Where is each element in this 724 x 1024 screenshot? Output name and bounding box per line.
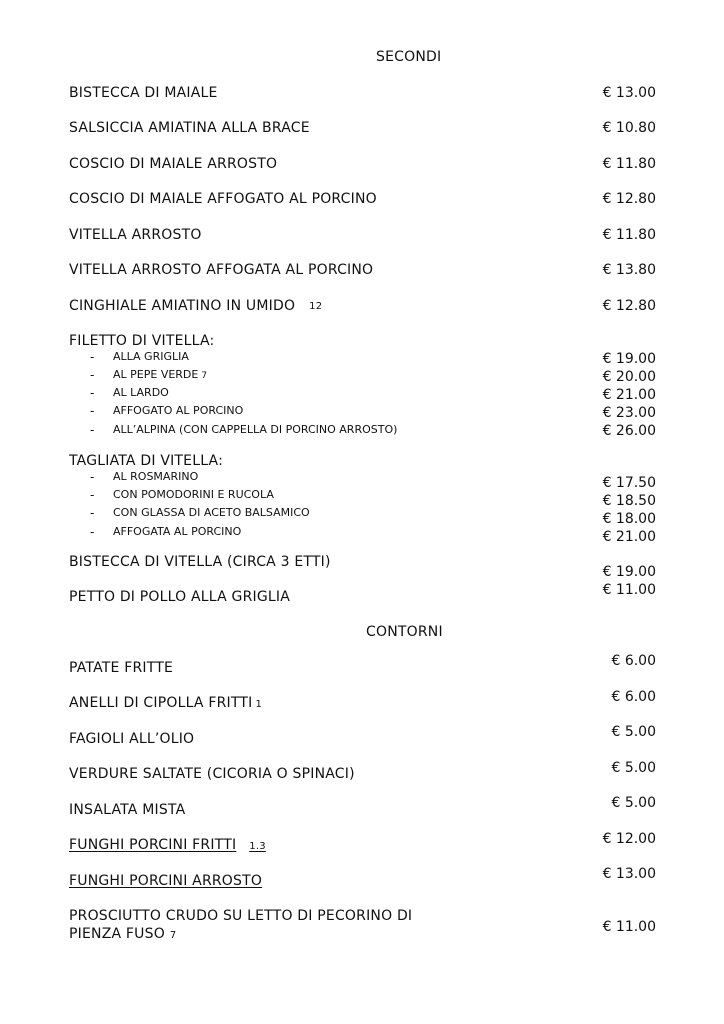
option-price: € 26.00: [602, 423, 656, 439]
allergen-note: 12: [309, 301, 323, 312]
option-name: AL LARDO: [113, 386, 169, 399]
allergen-note: 7: [169, 930, 177, 941]
menu-item-name: [69, 297, 322, 316]
menu-item-price: € 13.00: [602, 866, 656, 882]
menu-item-name: PATATE FRITTE: [69, 660, 174, 676]
option-name: [113, 368, 207, 383]
menu-item-name: BISTECCA DI MAIALE: [69, 85, 218, 101]
menu-item-name: FAGIOLI ALL’OLIO: [69, 731, 195, 747]
option-name: ALLA GRIGLIA: [113, 350, 189, 363]
option-name: AFFOGATA AL PORCINO: [113, 525, 242, 538]
option-name: AL ROSMARINO: [113, 470, 199, 483]
menu-item-name: VERDURE SALTATE (CICORIA O SPINACI): [69, 766, 355, 782]
allergen-note: 7: [201, 371, 208, 381]
menu-item-price: € 5.00: [611, 760, 656, 776]
bullet: -: [90, 488, 95, 502]
bullet: -: [90, 368, 95, 382]
menu-item-price: € 13.80: [602, 262, 656, 278]
bullet: -: [90, 506, 95, 520]
menu-item-name: FUNGHI PORCINI ARROSTO: [69, 873, 263, 889]
menu-item-price: € 6.00: [611, 689, 656, 705]
option-name: CON POMODORINI E RUCOLA: [113, 488, 274, 501]
option-price: € 19.00: [602, 351, 656, 367]
allergen-note: 1: [255, 699, 263, 710]
menu-item-price: € 10.80: [602, 120, 656, 136]
bullet: -: [90, 525, 95, 539]
menu-item-name: COSCIO DI MAIALE AFFOGATO AL PORCINO: [69, 191, 377, 207]
menu-item-label: PIENZA FUSO: [69, 926, 165, 942]
menu-item-price: € 12.00: [602, 831, 656, 847]
menu-item-price: € 11.80: [602, 156, 656, 172]
menu-item-label: CINGHIALE AMIATINO IN UMIDO: [69, 298, 296, 314]
section-heading-secondi: SECONDI: [376, 49, 442, 65]
menu-item-name-cont: [69, 925, 176, 945]
menu-item-price: € 12.80: [602, 191, 656, 207]
section-heading-contorni: CONTORNI: [366, 624, 443, 640]
menu-item-price: € 5.00: [611, 795, 656, 811]
bullet: -: [90, 470, 95, 484]
bullet: -: [90, 350, 95, 364]
option-price: € 18.50: [602, 493, 656, 509]
menu-item-name: SALSICCIA AMIATINA ALLA BRACE: [69, 120, 310, 136]
menu-item-name: [69, 836, 266, 856]
option-name: ALL’ALPINA (CON CAPPELLA DI PORCINO ARROSTO): [113, 423, 398, 436]
option-price: € 21.00: [602, 529, 656, 545]
menu-item-price: € 6.00: [611, 653, 656, 669]
menu-item-price: € 11.00: [602, 919, 656, 935]
menu-item-name: PETTO DI POLLO ALLA GRIGLIA: [69, 589, 290, 605]
menu-item-name: INSALATA MISTA: [69, 802, 186, 818]
menu-item-name: BISTECCA DI VITELLA (CIRCA 3 ETTI): [69, 554, 331, 570]
option-name: CON GLASSA DI ACETO BALSAMICO: [113, 506, 310, 519]
menu-item-price: € 13.00: [602, 85, 656, 101]
menu-item-name: VITELLA ARROSTO: [69, 227, 202, 243]
group-title-tagliata: TAGLIATA DI VITELLA:: [69, 453, 223, 469]
option-price: € 23.00: [602, 405, 656, 421]
menu-item-name: COSCIO DI MAIALE ARROSTO: [69, 156, 278, 172]
menu-item-name: VITELLA ARROSTO AFFOGATA AL PORCINO: [69, 262, 374, 278]
option-name: AFFOGATO AL PORCINO: [113, 404, 244, 417]
allergen-note: 1.3: [249, 841, 266, 852]
menu-item-price: € 19.00: [602, 564, 656, 580]
menu-item-price: € 5.00: [611, 724, 656, 740]
bullet: -: [90, 386, 95, 400]
bullet: -: [90, 423, 95, 437]
option-price: € 17.50: [602, 475, 656, 491]
menu-item-name: PROSCIUTTO CRUDO SU LETTO DI PECORINO DI: [69, 908, 413, 924]
menu-item-price: € 12.80: [602, 298, 656, 314]
option-price: € 21.00: [602, 387, 656, 403]
menu-item-label: ANELLI DI CIPOLLA FRITTI: [69, 695, 253, 711]
option-price: € 20.00: [602, 369, 656, 385]
option-label: AL PEPE VERDE: [113, 368, 199, 381]
menu-item-price: € 11.00: [602, 582, 656, 598]
group-title-filetto: FILETTO DI VITELLA:: [69, 333, 215, 349]
menu-item-price: € 11.80: [602, 227, 656, 243]
menu-item-name: [69, 694, 262, 714]
option-price: € 18.00: [602, 511, 656, 527]
bullet: -: [90, 404, 95, 418]
menu-item-label: FUNGHI PORCINI FRITTI: [69, 837, 237, 853]
